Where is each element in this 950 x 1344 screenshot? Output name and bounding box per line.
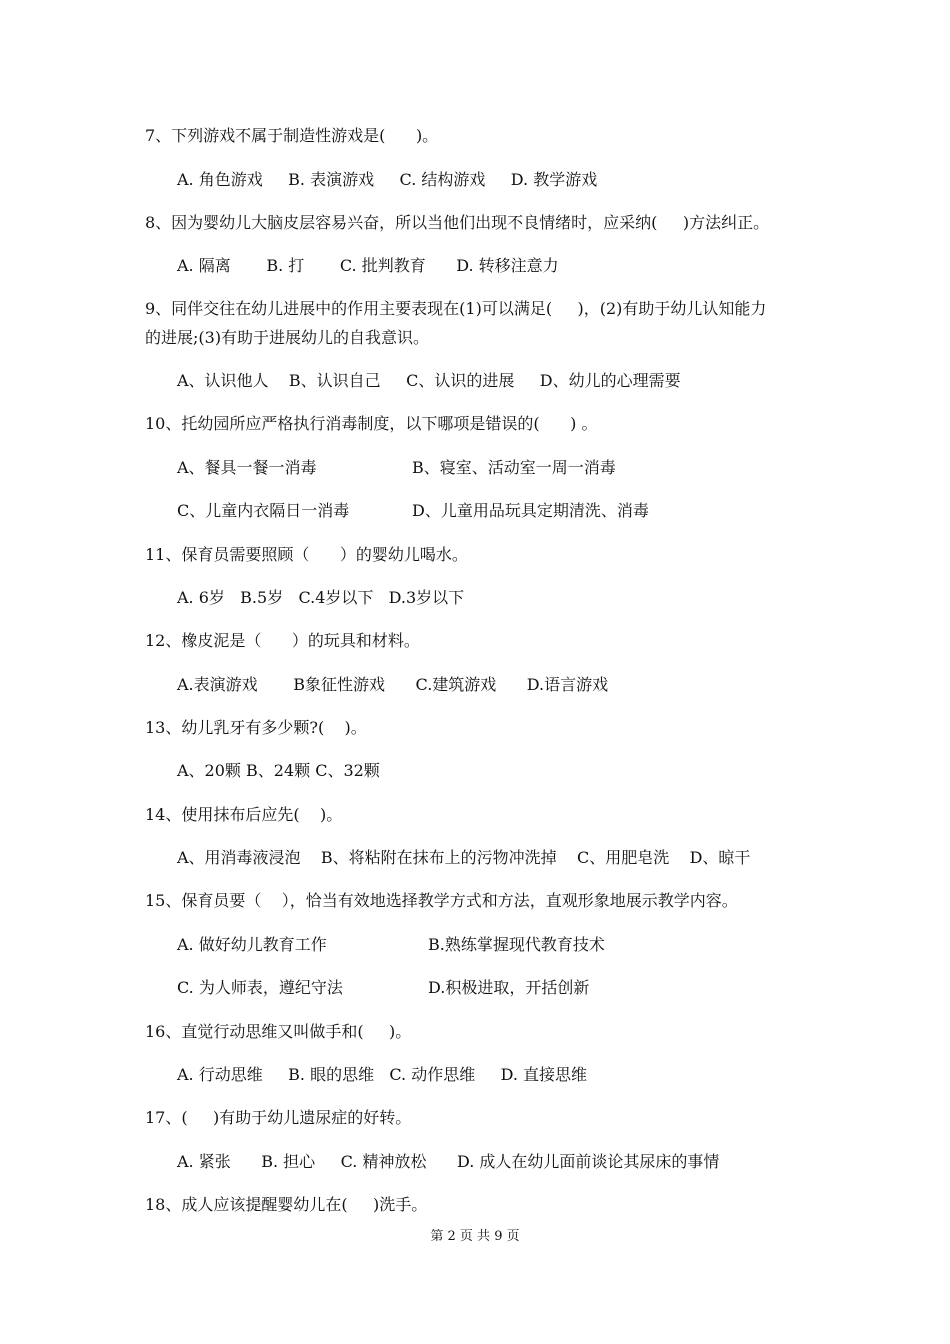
question-8-options: A. 隔离 B. 打 C. 批判教育 D. 转移注意力: [177, 256, 559, 275]
question-15-option-b: B.熟练掌握现代教育技术: [428, 935, 605, 954]
question-7-options: A. 角色游戏 B. 表演游戏 C. 结构游戏 D. 教学游戏: [177, 170, 598, 189]
question-9-options: A、认识他人 B、认识自己 C、认识的进展 D、幼儿的心理需要: [177, 371, 681, 390]
question-8: 8、因为婴幼儿大脑皮层容易兴奋，所以当他们出现不良情绪时，应采纳( )方法纠正。: [145, 213, 770, 232]
question-15-option-d: D.积极进取，开括创新: [428, 978, 590, 997]
question-9-line2: 的进展;(3)有助于进展幼儿的自我意识。: [145, 328, 430, 347]
question-10: 10、托幼园所应严格执行消毒制度，以下哪项是错误的( ) 。: [145, 414, 598, 433]
question-11-options: A. 6岁 B.5岁 C.4岁以下 D.3岁以下: [177, 588, 465, 607]
question-17-options: A. 紧张 B. 担心 C. 精神放松 D. 成人在幼儿面前谈论其尿床的事情: [177, 1152, 720, 1171]
question-12: 12、橡皮泥是（ ）的玩具和材料。: [145, 631, 420, 650]
question-9-line1: 9、同伴交往在幼儿进展中的作用主要表现在(1)可以满足( )，(2)有助于幼儿认知能力: [145, 299, 767, 318]
question-15-option-c: C. 为人师表，遵纪守法: [177, 978, 343, 997]
question-14: 14、使用抹布后应先( )。: [145, 805, 343, 824]
page-footer: 第 2 页 共 9 页: [430, 1229, 520, 1244]
question-10-option-b: B、寝室、活动室一周一消毒: [412, 458, 616, 477]
question-12-options: A.表演游戏 B象征性游戏 C.建筑游戏 D.语言游戏: [177, 675, 609, 694]
question-10-option-a: A、餐具一餐一消毒: [177, 458, 317, 477]
question-7: 7、下列游戏不属于制造性游戏是( )。: [145, 126, 439, 145]
question-15-option-a: A. 做好幼儿教育工作: [177, 935, 327, 954]
question-15: 15、保育员要（ ），恰当有效地选择教学方式和方法，直观形象地展示教学内容。: [145, 891, 738, 910]
question-13: 13、幼儿乳牙有多少颗?( )。: [145, 718, 367, 737]
question-17: 17、( )有助于幼儿遗尿症的好转。: [145, 1108, 412, 1127]
question-14-options: A、用消毒液浸泡 B、将粘附在抹布上的污物冲洗掉 C、用肥皂洗 D、晾干: [177, 848, 751, 867]
question-10-option-d: D、儿童用品玩具定期清洗、消毒: [412, 501, 649, 520]
question-13-options: A、20颗 B、24颗 C、32颗: [177, 761, 380, 780]
question-16-options: A. 行动思维 B. 眼的思维 C. 动作思维 D. 直接思维: [177, 1065, 588, 1084]
question-11: 11、保育员需要照顾（ ）的婴幼儿喝水。: [145, 545, 468, 564]
question-18: 18、成人应该提醒婴幼儿在( )洗手。: [145, 1195, 428, 1214]
question-16: 16、直觉行动思维又叫做手和( )。: [145, 1022, 412, 1041]
question-10-option-c: C、儿童内衣隔日一消毒: [177, 501, 350, 520]
